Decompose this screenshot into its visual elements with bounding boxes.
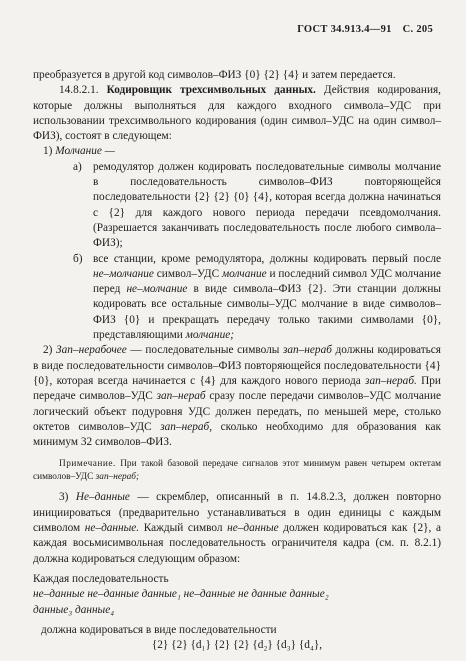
standard-number: ГОСТ 34.913.4—91 <box>297 24 392 35</box>
item-3-label: 3) <box>59 491 69 504</box>
sequence-output: {2} {2} {d₁} {2} {2} {d₂} {d₃} {d₄}, <box>151 639 323 652</box>
item-2: 2) Зап–нерабочее — последовательные символы зап–нераб должны кодироваться в виде последовательности символов–ФИЗ повторяющейся последовательности {4} {0}, которая всегда начинается с {4} для каждого нового периода зап–нераб. При передаче символов–УДС зап–нераб сразу после передачи символов–УДС молчание логический объект подуровня УДС должен передать, по меньшей мере, столько октетов символов–УДС зап–нераб, сколько необходимо для образования как минимум 32 символов–ФИЗ. <box>33 344 442 449</box>
sequence-output-intro: должна кодироваться в виде последовательности <box>41 623 277 636</box>
paragraph-continuation: преобразуется в другой код символов–ФИЗ {0} {2} {4} и затем передается. <box>33 69 396 81</box>
item-1a-label: а) <box>73 160 82 173</box>
sequence-intro: Каждая последовательность <box>33 572 169 585</box>
item-1b <box>33 252 441 344</box>
item-1b-label: б) <box>73 252 83 265</box>
item-1-title: Молчание — <box>55 145 115 158</box>
section-title: Кодировщик трехсимвольных данных. <box>106 84 316 97</box>
item-1-heading <box>33 144 441 159</box>
note: Примечание. При такой базовой передаче сигналов этот минимум равен четырем октетам символов–УДС зап–нераб; <box>33 459 441 482</box>
item-1a <box>33 160 441 252</box>
sequence-line-1: не–данные не–данные данные₁ не–данные не данные данные₂ <box>33 588 329 601</box>
section-14-8-2-1 <box>33 83 441 144</box>
section-number: 14.8.2.1. <box>59 84 99 97</box>
page-number: С. 205 <box>402 24 433 35</box>
item-2-label: 2) <box>43 344 53 357</box>
document-body <box>33 68 441 653</box>
item-3: 3) Не–данные — скремблер, описанный в п. 14.8.2.3, должен повторно инициироваться (предварительно устанавливаться в один единицы с каждым символом не–данные. Каждый символ не–данные должен кодироваться как {2}, а каждая восьмисимвольная последовательность ограничителя кадра (см. п. 8.2.1) должна кодироваться следующим образом: <box>33 491 442 565</box>
sequence-line-2: данные₃ данные₄ <box>33 603 115 616</box>
item-1b-text: все станции, кроме ремодулятора, должны кодировать первый после не–молчание символ–УДС молчание и последний символ УДС молчание перед не–молчание в виде символа–ФИЗ {2}. Эти станции должны кодировать все остальные символы–УДС молчание в виде символов–ФИЗ {0} и прекращать передачу только такими символами {0}, представляющими молчание; <box>93 252 441 342</box>
item-1-label: 1) <box>43 145 53 158</box>
note-label: Примечание. <box>59 459 116 470</box>
item-1a-text: ремодулятор должен кодировать последовательные символы молчание в последовательность символов–ФИЗ повторяющейся последовательности {2} {2} {0} {4}, которая всегда должна начинаться с {2} для каждого нового периода передачи псевдомолчания. (Разрешается заканчивать последовательность после любого символа–ФИЗ); <box>93 160 441 250</box>
page-header <box>289 24 433 35</box>
section-text: Действия кодирования, которые должны выполняться для каждого входного символа–УДС при использовании трехсимвольного кодирования (один символ–УДС на один символ–ФИЗ), состоят в следующем: <box>33 84 442 143</box>
